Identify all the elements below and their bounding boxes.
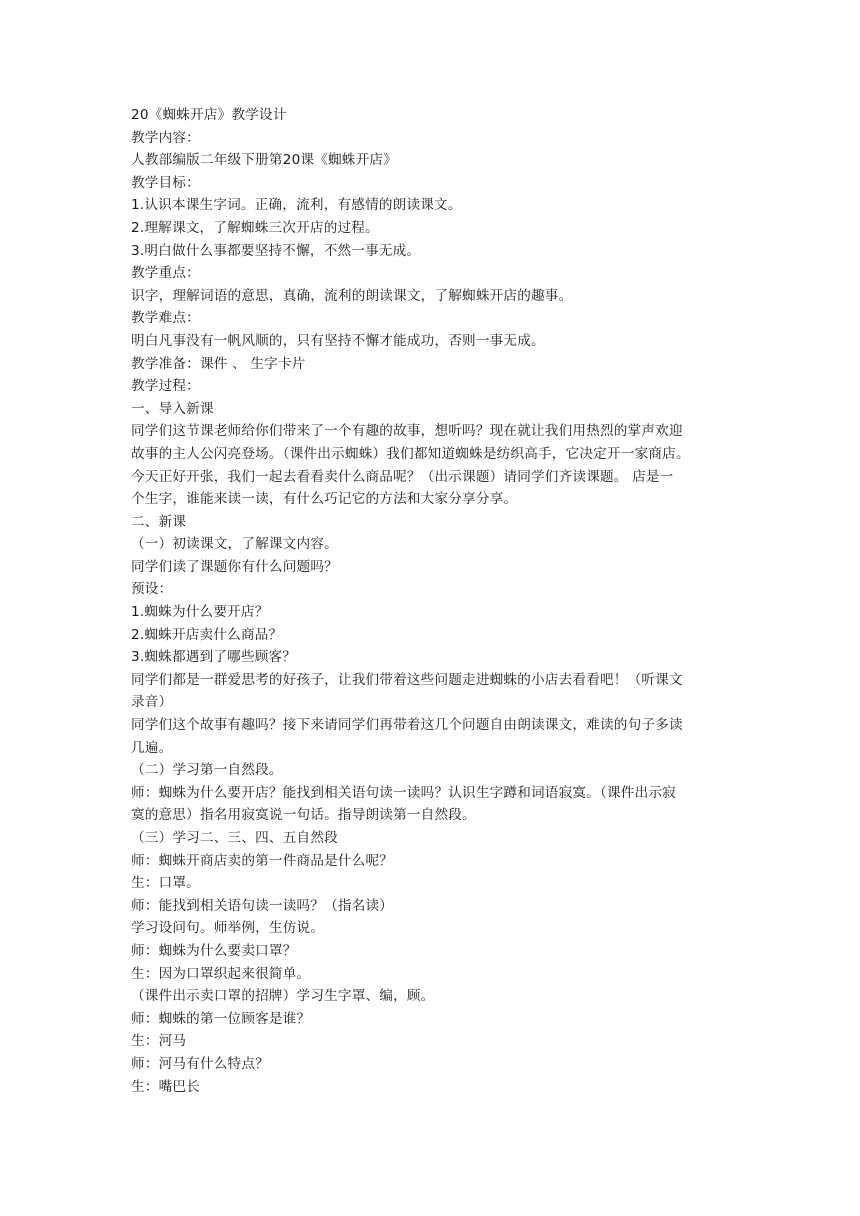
section-heading: 教学过程： (131, 378, 200, 395)
paragraph-line: 明白凡事没有一帆风顺的，只有坚持不懈才能成功，否则一事无成。 (131, 332, 545, 349)
section-heading: 教学难点： (131, 310, 200, 327)
list-item: 2.理解课文，了解蜘蛛三次开店的过程。 (131, 219, 379, 236)
list-item: 2.蜘蛛开店卖什么商品？ (131, 626, 283, 643)
paragraph-line: 今天正好开张，我们一起去看看卖什么商品呢？（出示课题）请同学们齐读课题。 店是一 (131, 468, 674, 485)
section-heading: 教学内容： (131, 129, 200, 146)
paragraph-line: 同学们都是一群爱思考的好孩子，让我们带着这些问题走进蜘蛛的小店去看看吧！（听课文 (131, 671, 683, 688)
paragraph-line: 学习设问句。师举例，生仿说。 (131, 920, 325, 937)
paragraph-line: 同学们这个故事有趣吗？接下来请同学们再带着这几个问题自由朗读课文，难读的句子多读 (131, 717, 683, 734)
paragraph-line: 同学们读了课题你有什么问题吗？ (131, 558, 338, 575)
section-heading: 二、新课 (131, 513, 187, 530)
paragraph-line: 师：蜘蛛为什么要开店？能找到相关语句读一读吗？认识生字蹲和词语寂寞。（课件出示寂 (131, 784, 676, 801)
dialogue-line: 师：能找到相关语句读一读吗？（指名读） (131, 897, 394, 914)
dialogue-line: 生：河马 (131, 1033, 187, 1050)
list-item: 3.明白做什么事都要坚持不懈，不然一事无成。 (131, 242, 421, 259)
paragraph-line: 录音） (131, 694, 173, 711)
doc-title: 20《蜘蛛开店》教学设计 (131, 107, 287, 123)
dialogue-line: 生：嘴巴长 (131, 1078, 200, 1095)
list-item: 1.蜘蛛为什么要开店？ (131, 604, 269, 621)
paragraph-line: （课件出示卖口罩的招牌）学习生字罩、编，顾。 (131, 988, 435, 1005)
document-body (131, 104, 741, 1098)
section-heading: 教学目标： (131, 174, 200, 191)
paragraph-line: 识字，理解词语的意思，真确，流利的朗读课文，了解蜘蛛开店的趣事。 (131, 287, 573, 304)
paragraph-line: 同学们这节课老师给你们带来了一个有趣的故事，想听吗？现在就让我们用热烈的掌声欢迎 (131, 423, 683, 440)
dialogue-line: 师：蜘蛛为什么要卖口罩？ (131, 942, 297, 959)
dialogue-line: 师：蜘蛛的第一位顾客是谁？ (131, 1010, 311, 1027)
paragraph-line: 寞的意思）指名用寂寞说一句话。指导朗读第一自然段。 (131, 807, 476, 824)
dialogue-line: 师：蜘蛛开商店卖的第一件商品是什么呢？ (131, 852, 394, 869)
paragraph-line: 教学准备：课件 、 生字卡片 (131, 355, 306, 372)
list-item: 3.蜘蛛都遇到了哪些顾客？ (131, 649, 297, 666)
list-item: 1.认识本课生字词。正确，流利，有感情的朗读课文。 (131, 197, 462, 214)
paragraph-line: 预设： (131, 581, 173, 598)
section-heading: 一、导入新课 (131, 400, 214, 417)
paragraph-line: 故事的主人公闪亮登场。（课件出示蜘蛛）我们都知道蜘蛛是纺织高手，它决定开一家商店。 (131, 445, 690, 462)
subsection-heading: （三）学习二、三、四、五自然段 (131, 830, 338, 846)
dialogue-line: 生：口罩。 (131, 875, 200, 892)
paragraph-line: 人教部编版二年级下册第20课《蜘蛛开店》 (131, 152, 397, 169)
paragraph-line: 几遍。 (131, 739, 173, 756)
paragraph-line: 个生字，谁能来读一读，有什么巧记它的方法和大家分享分享。 (131, 491, 518, 508)
section-heading: 教学重点： (131, 265, 200, 282)
subsection-heading: （一）初读课文，了解课文内容。 (131, 536, 338, 553)
dialogue-line: 生：因为口罩织起来很简单。 (131, 965, 311, 982)
dialogue-line: 师：河马有什么特点？ (131, 1055, 269, 1072)
subsection-heading: （二）学习第一自然段。 (131, 762, 283, 779)
